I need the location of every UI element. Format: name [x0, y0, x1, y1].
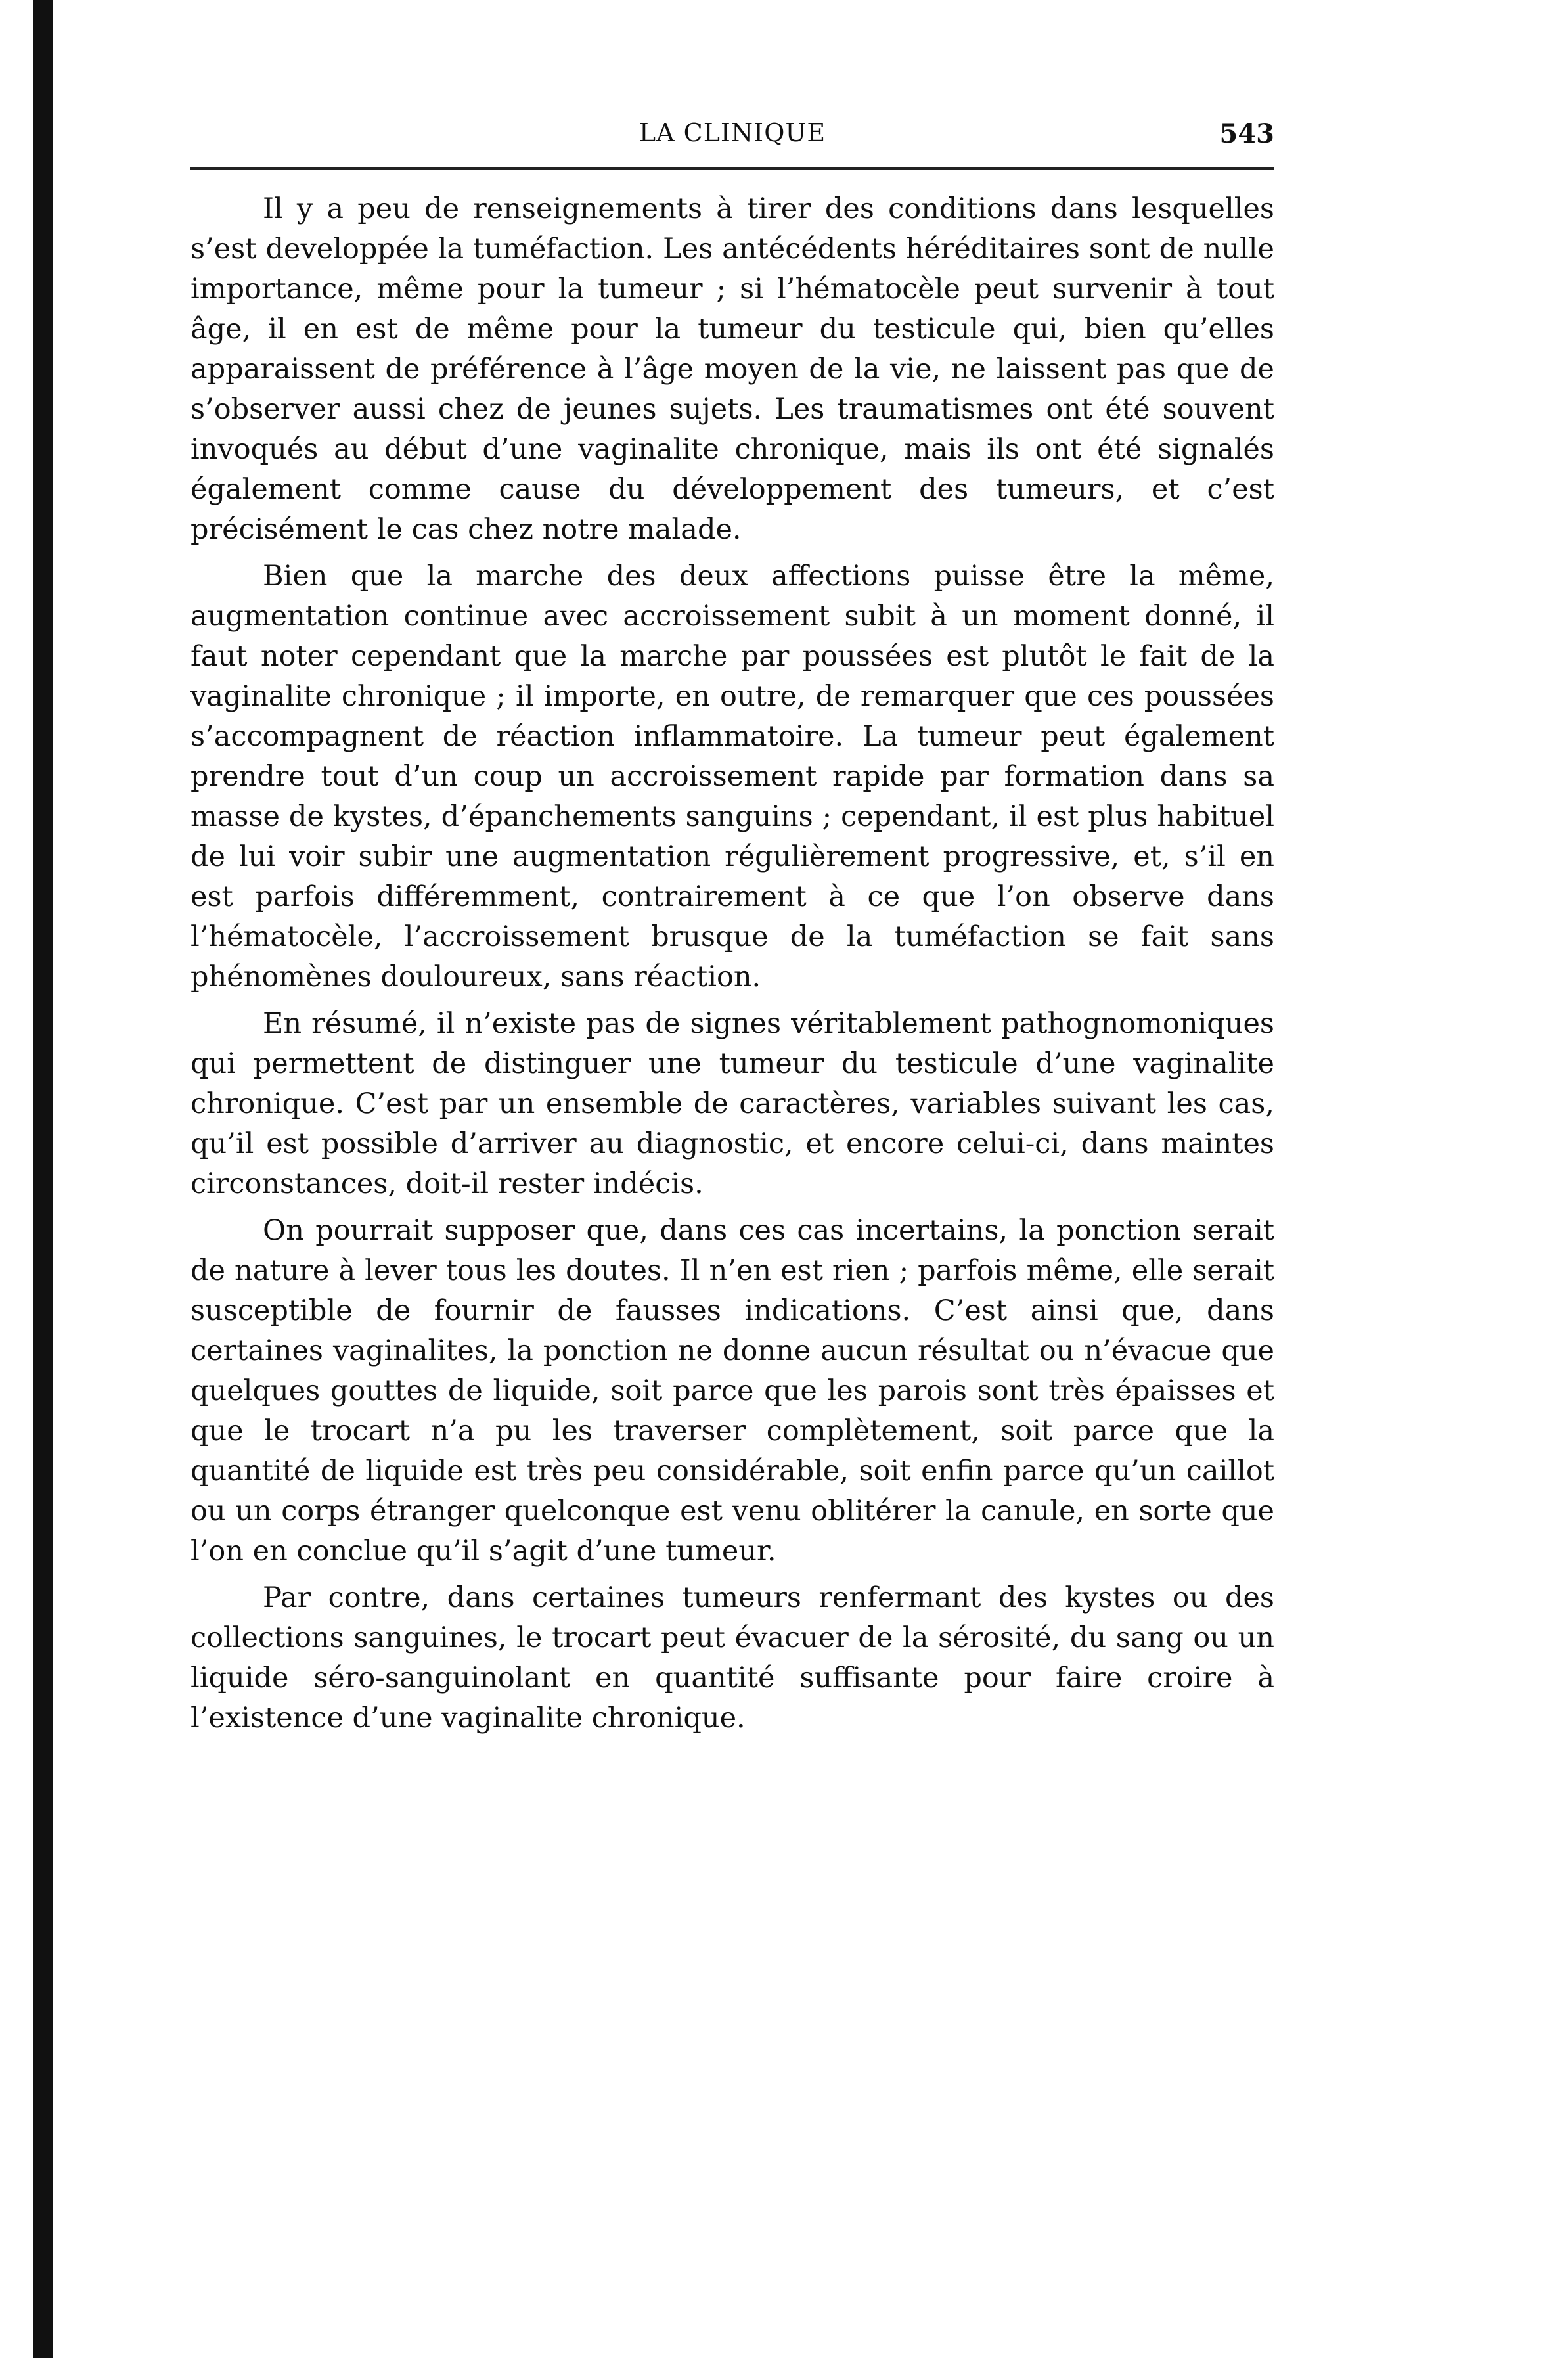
paragraph: On pourrait supposer que, dans ces cas incertains, la ponction serait de nature à lever tous les doutes. Il n’en est rien ; parfois même, elle serait susceptible de fournir de fausses indications. C’est ainsi que, dans certaines vaginalites, la ponction ne donne aucun résultat ou n’évacue que quelques gouttes de liquide, soit parce que les parois sont très épaisses et que le trocart n’a pu les traverser complètement, soit parce que la quantité de liquide est très peu considérable, soit enfin parce qu’un caillot ou un corps étranger quelconque est venu oblitérer la canule, en sorte que l’on en conclue qu’il s’agit d’une tumeur.: [190, 1214, 1274, 1568]
running-head: [190, 118, 1274, 158]
running-title: LA CLINIQUE: [638, 118, 826, 147]
paragraph: Bien que la marche des deux affections puisse être la même, augmentation continue avec accroissement subit à un moment donné, il faut noter cependant que la marche par poussées est plutôt le fait de la vaginalite chronique ; il importe, en outre, de remarquer que ces poussées s’accompagnent de réaction inflammatoire. La tumeur peut également prendre tout d’un coup un accroissement rapide par formation dans sa masse de kystes, d’épanchements sanguins ; cependant, il est plus habituel de lui voir subir une augmentation régulièrement progressive, et, s’il en est parfois différemment, contrairement à ce que l’on observe dans l’hématocèle, l’accroissement brusque de la tuméfaction se fait sans phénomènes douloureux, sans réaction.: [190, 560, 1274, 993]
page-number: 543: [1219, 118, 1274, 149]
paragraph: Il y a peu de renseignements à tirer des conditions dans lesquelles s’est developpée la tuméfaction. Les antécédents héréditaires sont de nulle importance, même pour la tumeur ; si l’hématocèle peut survenir à tout âge, il en est de même pour la tumeur du testicule qui, bien qu’elles apparaissent de préférence à l’âge moyen de la vie, ne laissent pas que de s’observer aussi chez de jeunes sujets. Les traumatismes ont été souvent invoqués au début d’une vaginalite chronique, mais ils ont été signalés également comme cause du développement des tumeurs, et c’est précisément le cas chez notre malade.: [190, 193, 1274, 546]
page-binding-edge: [33, 0, 53, 2358]
paragraph: Par contre, dans certaines tumeurs renfermant des kystes ou des collections sanguines, le trocart peut évacuer de la sérosité, du sang ou un liquide séro-sanguinolant en quantité suffisante pour faire croire à l’existence d’une vaginalite chronique.: [190, 1581, 1274, 1734]
header-rule: [190, 167, 1274, 170]
book-page: [190, 118, 1274, 1745]
paragraph: En résumé, il n’existe pas de signes véritablement pathognomoniques qui permettent de distinguer une tumeur du testicule d’une vaginalite chronique. C’est par un ensemble de caractères, variables suivant les cas, qu’il est possible d’arriver au diagnostic, et encore celui-ci, dans maintes circonstances, doit-il rester indécis.: [190, 1007, 1274, 1200]
body-text: [190, 189, 1274, 1738]
